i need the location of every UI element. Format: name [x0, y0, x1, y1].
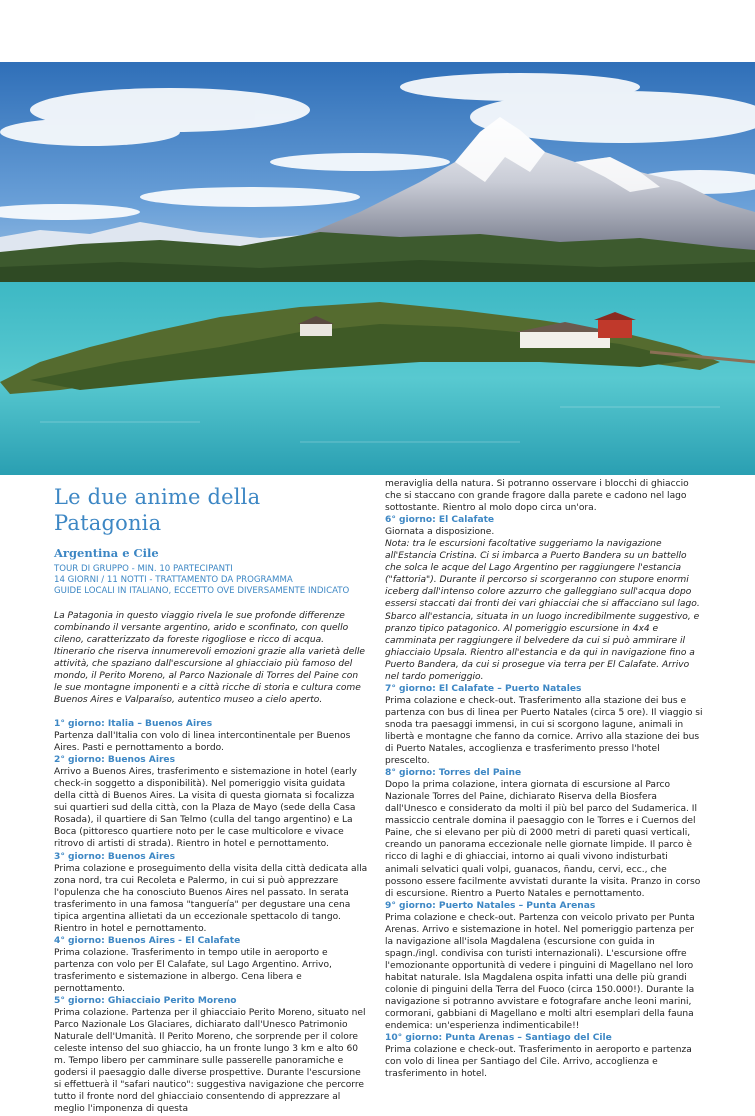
meta-line: TOUR DI GRUPPO - MIN. 10 PARTECIPANTI — [54, 564, 233, 574]
day-block — [385, 900, 703, 1033]
day-text: Prima colazione. Trasferimento in tempo utile in aeroporto e partenza con volo per El Calafate, sul Lago Argentino. Arrivo, trasferimento e sistemazione in albergo. Cena libera e pernottamento. — [54, 947, 332, 995]
page-subtitle: Argentina e Cile — [54, 546, 159, 560]
day-note: Nota: tra le escursioni facoltative suggeriamo la navigazione all'Estancia Cristina. Ci si imbarca a Puerto Bandera su un battello che solca le acque del Lago Argentino per raggiungere l'estancia ("fattoria"). Durante il percorso si scorgeranno con stupore enormi iceberg dall'intenso colore azzurro che galleggiano sull'acqua dopo essersi staccati dai fronti dei vari ghiacciai che si affacciano sul lago. Sbarco all'estancia, situata in un luogo incredibilmente suggestivo, e pranzo tipico patagonico. Al pomeriggio escursione in 4x4 e camminata per raggiungere il belvedere da cui si può ammirare il ghiacciaio Upsala. Rientro all'estancia e da qui in navigazione fino a Puerto Bandera, da cui si prosegue via terra per El Calafate. Arrivo nel tardo pomeriggio. — [385, 539, 700, 682]
day-block — [385, 1032, 703, 1080]
day-title: 3° giorno: Buenos Aires — [54, 851, 176, 862]
left-column — [54, 478, 368, 1116]
day-text: Prima colazione e check-out. Trasferimento alla stazione dei bus e partenza con bus di linea per Puerto Natales (circa 5 ore). Il viaggio si snoda tra paesaggi immensi, in cui si scorgono lagune, animali in libertà e montagne che fanno da cornice. Arrivo alla stazione dei bus di Puerto Natales, accoglienza e trasferimento presso l'hotel prescelto. — [385, 695, 703, 767]
day-title: 1° giorno: Italia – Buenos Aires — [54, 718, 213, 729]
day-title: 5° giorno: Ghiacciaio Perito Moreno — [54, 996, 237, 1007]
day-block — [54, 935, 368, 995]
day-block — [54, 995, 368, 1115]
day-text: Dopo la prima colazione, intera giornata di escursione al Parco Nazionale Torres del Paine, dichiarato Riserva della Biosfera dall'Unesco e considerato da molti il più bel parco del Sudamerica. Il massiccio centrale domina il paesaggio con le Torres e i Cuernos del Paine, che si elevano per più di 2000 metri di pareti quasi verticali, creando un panorama eccezionale nelle giornate limpide. Il parco è ricco di laghi e di ghiacciai, intorno ai quali vivono indisturbati animali selvatici quali volpi, guanacos, ñandu, cervi, ecc., che possono essere facilmente avvistati durante la visita. Pranzo in corso di escursione. Rientro a Puerto Natales e pernottamento. — [385, 780, 701, 899]
day-block — [385, 683, 703, 767]
page-title: Le due anime della Patagonia — [54, 485, 261, 535]
day-title: 7° giorno: El Calafate – Puerto Natales — [385, 683, 582, 694]
hero-photo — [0, 62, 755, 475]
intro-text: La Patagonia in questo viaggio rivela le sue profonde differenze combinando il versante argentino, arido e sconfinato, con quello cileno, caratterizzato da foreste rigogliose e ricco di acqua. Itinerario che riserva innumerevoli emozioni grazie alla varietà delle attività, che spaziano dall'escursione al ghiacciaio più famoso del mondo, il Perito Moreno, al Parco Nazionale di Torres del Paine con le sue montagne imponenti e a città ricche di storia e cultura come Buenos Aires e Valparaíso, autentico museo a cielo aperto. — [54, 610, 365, 705]
day-block — [54, 851, 368, 935]
day-text: Partenza dall'Italia con volo di linea intercontinentale per Buenos Aires. Pasti e pernottamento a bordo. — [54, 731, 351, 754]
day-block — [385, 767, 703, 900]
day-text: Prima colazione e check-out. Trasferimento in aeroporto e partenza con volo di linea per Santiago del Cile. Arrivo, accoglienza e trasferimento in hotel. — [385, 1045, 692, 1080]
day-block — [385, 514, 703, 683]
continuation-text: meraviglia della natura. Si potranno osservare i blocchi di ghiaccio che si staccano con grande fragore dalla parete e cadono nel lago sottostante. Rientro al molo dopo circa un'ora. — [385, 479, 689, 514]
day-text: Prima colazione. Partenza per il ghiacciaio Perito Moreno, situato nel Parco Nazionale Los Glaciares, dichiarato dall'Unesco Patrimonio Naturale dell'Umanità. Il Perito Moreno, che sorprende per il colore celeste intenso del suo ghiaccio, ha un fronte lungo 3 km e alto 60 m. Tempo libero per camminare sulle passerelle panoramiche e godersi il paesaggio dalle diverse prospettive. Durante l'escursione si effettuerà il "safari nautico": suggestiva navigazione che percorre tutto il fronte nord del ghiacciaio consentendo di apprezzare al meglio l'imponenza di questa — [54, 1008, 366, 1115]
day-text: Arrivo a Buenos Aires, trasferimento e sistemazione in hotel (early check-in soggetto a disponibilità). Nel pomeriggio visita guidata della città di Buenos Aires. La visita di questa giornata si focalizza sui quartieri sud della città, con la Plaza de Mayo (sede della Casa Rosada), il quartiere di San Telmo (culla del tango argentino) e La Boca (pittoresco quartiere noto per le case multicolore e vivace ritrovo di artisti di strada). Rientro in hotel e pernottamento. — [54, 767, 357, 850]
day-title: 6° giorno: El Calafate — [385, 515, 495, 526]
day-title: 2° giorno: Buenos Aires — [54, 755, 176, 766]
day-title: 9° giorno: Puerto Natales – Punta Arenas — [385, 900, 596, 911]
day-text: Giornata a disposizione. — [385, 527, 495, 538]
day-text: Prima colazione e proseguimento della visita della città dedicata alla zona nord, tra cui Recoleta e Palermo, in cui si può apprezzare l'opulenza che ha conosciuto Buenos Aires nel passato. In serata trasferimento in una famosa "tanguería" per degustare una cena tipica argentina allietati da un eccezionale spettacolo di tango. Rientro in hotel e pernottamento. — [54, 863, 368, 934]
day-block — [54, 754, 368, 850]
tour-meta — [54, 564, 368, 598]
right-column — [385, 478, 703, 1080]
meta-line: GUIDE LOCALI IN ITALIANO, ECCETTO OVE DIVERSAMENTE INDICATO — [54, 586, 350, 597]
landscape-image — [0, 62, 755, 475]
day-title: 4° giorno: Buenos Aires - El Calafate — [54, 935, 241, 946]
day-block — [54, 718, 368, 754]
day-text: Prima colazione e check-out. Partenza con veicolo privato per Punta Arenas. Arrivo e sistemazione in hotel. Nel pomeriggio partenza per la navigazione all'isola Magdalena (escursione con guida in spagn./ingl. condivisa con turisti internazionali). L'escursione offre l'emozionante opportunità di vedere i pinguini di Magellano nel loro habitat naturale. Isla Magdalena ospita infatti una delle più grandi colonie di pinguini della Terra del Fuoco (circa 150.000!). Durante la navigazione si potranno avvistare e fotografare anche leoni marini, cormorani, gabbiani di Magellano e molti altri esemplari della fauna endemica: un'esperienza indimenticabile!! — [385, 912, 695, 1032]
meta-line: 14 GIORNI / 11 NOTTI - TRATTAMENTO DA PROGRAMMA — [54, 575, 293, 586]
day-title: 10° giorno: Punta Arenas – Santiago del Cile — [385, 1033, 612, 1044]
day-title: 8° giorno: Torres del Paine — [385, 768, 522, 779]
